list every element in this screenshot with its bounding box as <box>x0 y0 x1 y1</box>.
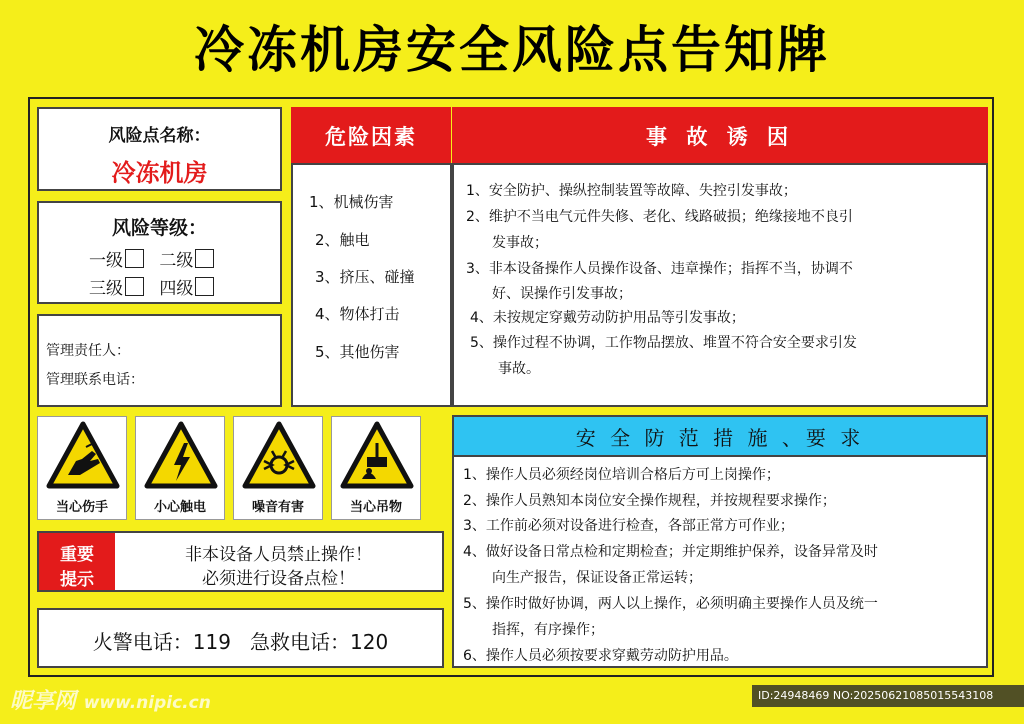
sign-label: 小心触电 <box>153 500 206 515</box>
measure-line: 向生产报告，保证设备正常运转； <box>492 570 702 586</box>
important-tag-line-2: 提示 <box>60 570 94 590</box>
cause-line: 好、误操作引发事故； <box>492 286 632 302</box>
emergency-phone-text: 火警电话：119 急救电话：120 <box>92 630 389 654</box>
important-notice-box <box>37 531 444 592</box>
hazards-header: 危险因素 <box>291 107 451 165</box>
hazard-item: 4、物体打击 <box>315 305 400 323</box>
measures-box <box>452 455 988 668</box>
watermark-id: ID:24948469 NO:20250621085015543108 <box>752 685 1024 707</box>
measure-line: 3、工作前必须对设备进行检查，各部正常方可作业； <box>463 518 794 534</box>
sign-label: 当心伤手 <box>55 500 108 515</box>
emergency-phone-box <box>37 608 444 668</box>
risk-level-option-4: 四级 <box>159 279 194 299</box>
hand-injury-warning-icon <box>46 421 120 491</box>
risk-name-box <box>37 107 282 191</box>
hazard-item: 2、触电 <box>315 231 370 249</box>
measures-header: 安 全 防 范 措 施 、要 求 <box>452 415 988 457</box>
risk-level-checkbox-1[interactable] <box>125 249 144 268</box>
sign-electric-shock <box>135 416 225 520</box>
measure-line: 5、操作时做好协调，两人以上操作，必须明确主要操作人员及统一 <box>463 596 878 612</box>
risk-level-option-2: 二级 <box>159 251 194 271</box>
hazards-box <box>291 163 452 407</box>
hazard-item: 5、其他伤害 <box>315 343 400 361</box>
risk-level-option-1: 一级 <box>89 251 123 271</box>
hanging-load-warning-icon <box>340 421 414 491</box>
watermark-site-name: 昵享网 <box>10 689 77 714</box>
sign-label: 当心吊物 <box>349 500 402 515</box>
cause-line: 事故。 <box>498 361 540 377</box>
risk-name-label: 风险点名称： <box>108 126 211 146</box>
sign-hanging-load <box>331 416 421 520</box>
important-tag-line-1: 重要 <box>60 545 94 565</box>
risk-level-checkbox-4[interactable] <box>195 277 214 296</box>
measure-line: 4、做好设备日常点检和定期检查；并定期维护保养，设备异常及时 <box>463 544 878 560</box>
page-title: 冷冻机房安全风险点告知牌 <box>194 21 830 79</box>
risk-level-row-2 <box>89 274 214 299</box>
manager-phone-label: 管理联系电话： <box>46 372 144 388</box>
hazard-item: 1、机械伤害 <box>309 193 394 211</box>
cause-line: 2、维护不当电气元件失修、老化、线路破损；绝缘接地不良引 <box>466 209 853 225</box>
cause-line: 5、操作过程不协调，工作物品摆放、堆置不符合安全要求引发 <box>470 335 857 351</box>
cause-line: 发事故； <box>492 235 548 251</box>
risk-level-option-3: 三级 <box>89 279 123 299</box>
measure-line: 2、操作人员熟知本岗位安全操作规程，并按规程要求操作； <box>463 493 836 509</box>
measure-line: 指挥，有序操作； <box>492 622 604 638</box>
cause-line: 3、非本设备操作人员操作设备、违章操作；指挥不当，协调不 <box>466 261 853 277</box>
noise-warning-icon <box>242 421 316 491</box>
measure-line: 6、操作人员必须按要求穿戴劳动防护用品。 <box>463 648 738 664</box>
sign-label: 噪音有害 <box>251 500 304 515</box>
risk-name-value: 冷冻机房 <box>111 159 208 187</box>
cause-line: 4、未按规定穿戴劳动防护用品等引发事故； <box>470 310 745 326</box>
risk-level-checkbox-2[interactable] <box>195 249 214 268</box>
cause-line: 1、安全防护、操纵控制装置等故障、失控引发事故； <box>466 183 797 199</box>
risk-level-box <box>37 201 282 304</box>
watermark-url: www.nipic.cn <box>83 693 211 713</box>
important-tag <box>39 533 115 590</box>
measure-line: 1、操作人员必须经岗位培训合格后方可上岗操作； <box>463 467 780 483</box>
causes-header: 事 故 诱 因 <box>452 107 988 165</box>
risk-level-label: 风险等级： <box>111 217 207 239</box>
causes-box <box>452 163 988 407</box>
notice-line-1: 非本设备人员禁止操作！ <box>185 545 372 565</box>
electric-shock-warning-icon <box>144 421 218 491</box>
sign-hand-injury <box>37 416 127 520</box>
management-box <box>37 314 282 407</box>
manager-label: 管理责任人： <box>46 343 130 359</box>
risk-level-checkbox-3[interactable] <box>125 277 144 296</box>
sign-noise <box>233 416 323 520</box>
notice-line-2: 必须进行设备点检！ <box>202 569 355 589</box>
watermark-site <box>10 684 211 715</box>
risk-level-row-1 <box>89 246 214 271</box>
hazard-item: 3、挤压、碰撞 <box>315 268 415 286</box>
